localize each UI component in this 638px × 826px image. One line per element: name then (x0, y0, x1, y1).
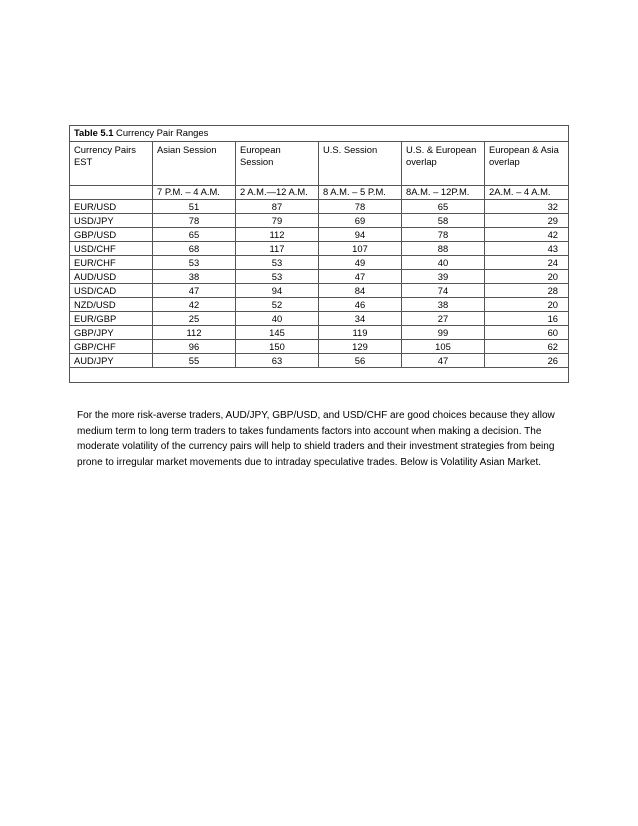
cell-pair: AUD/USD (70, 269, 153, 283)
cell-pair: AUD/JPY (70, 353, 153, 367)
cell-european-asia-overlap: 43 (485, 241, 569, 255)
cell-european-asia-overlap: 29 (485, 213, 569, 227)
table-row (70, 269, 569, 283)
cell-asian: 78 (153, 213, 236, 227)
table-row (70, 311, 569, 325)
table-row (70, 297, 569, 311)
header-currency-pairs: Currency Pairs EST (70, 141, 153, 185)
cell-european: 87 (236, 199, 319, 213)
cell-us-european-overlap: 105 (402, 339, 485, 353)
cell-european: 94 (236, 283, 319, 297)
cell-european: 150 (236, 339, 319, 353)
cell-us: 94 (319, 227, 402, 241)
cell-pair: EUR/USD (70, 199, 153, 213)
currency-pair-ranges-table-wrapper (69, 125, 568, 383)
cell-us: 129 (319, 339, 402, 353)
cell-us: 34 (319, 311, 402, 325)
table-row (70, 241, 569, 255)
cell-european-asia-overlap: 42 (485, 227, 569, 241)
cell-us: 107 (319, 241, 402, 255)
cell-us-european-overlap: 88 (402, 241, 485, 255)
cell-asian: 96 (153, 339, 236, 353)
cell-european: 112 (236, 227, 319, 241)
header-european-asia-overlap: European & Asia overlap (485, 141, 569, 185)
table-row (70, 227, 569, 241)
cell-us-european-overlap: 65 (402, 199, 485, 213)
cell-us-european-overlap: 74 (402, 283, 485, 297)
cell-asian: 68 (153, 241, 236, 255)
table-row (70, 325, 569, 339)
cell-pair: GBP/JPY (70, 325, 153, 339)
cell-asian: 55 (153, 353, 236, 367)
cell-us: 49 (319, 255, 402, 269)
header-asian-session: Asian Session (153, 141, 236, 185)
cell-pair: USD/CHF (70, 241, 153, 255)
cell-us-european-overlap: 38 (402, 297, 485, 311)
table-caption-label: Table 5.1 (74, 127, 114, 138)
cell-european-asia-overlap: 16 (485, 311, 569, 325)
table-row (70, 283, 569, 297)
cell-european: 53 (236, 255, 319, 269)
cell-us-european-overlap: 58 (402, 213, 485, 227)
cell-asian: 53 (153, 255, 236, 269)
time-european-session: 2 A.M.—12 A.M. (236, 185, 319, 199)
cell-asian: 65 (153, 227, 236, 241)
cell-us: 84 (319, 283, 402, 297)
cell-asian: 47 (153, 283, 236, 297)
cell-european: 53 (236, 269, 319, 283)
currency-pair-ranges-table (69, 125, 569, 383)
cell-asian: 25 (153, 311, 236, 325)
table-empty-row (70, 367, 569, 382)
cell-european: 63 (236, 353, 319, 367)
table-header-row (70, 141, 569, 185)
cell-asian: 42 (153, 297, 236, 311)
table-row (70, 339, 569, 353)
cell-us: 47 (319, 269, 402, 283)
cell-european-asia-overlap: 26 (485, 353, 569, 367)
table-row (70, 353, 569, 367)
body-paragraph: For the more risk-averse traders, AUD/JPY, GBP/USD, and USD/CHF are good choices because they allow medium term to long term traders to takes fundaments factors into account when making a decision. The moderate volatility of the currency pairs will help to shield traders and their investment strategies from being prone to irregular market movements due to intraday speculative trades. Below is Volatility Asian Market. (77, 410, 555, 468)
table-row (70, 199, 569, 213)
cell-pair: EUR/CHF (70, 255, 153, 269)
cell-pair: GBP/USD (70, 227, 153, 241)
time-asian-session: 7 P.M. – 4 A.M. (153, 185, 236, 199)
cell-us: 69 (319, 213, 402, 227)
time-us-european-overlap: 8A.M. – 12P.M. (402, 185, 485, 199)
cell-european-asia-overlap: 28 (485, 283, 569, 297)
cell-us-european-overlap: 99 (402, 325, 485, 339)
cell-us: 78 (319, 199, 402, 213)
cell-us-european-overlap: 27 (402, 311, 485, 325)
cell-pair: NZD/USD (70, 297, 153, 311)
header-us-session: U.S. Session (319, 141, 402, 185)
cell-us-european-overlap: 40 (402, 255, 485, 269)
cell-european-asia-overlap: 32 (485, 199, 569, 213)
cell-pair: EUR/GBP (70, 311, 153, 325)
empty-cell (70, 367, 569, 382)
cell-european-asia-overlap: 24 (485, 255, 569, 269)
cell-european: 40 (236, 311, 319, 325)
cell-european: 52 (236, 297, 319, 311)
time-cell-empty (70, 185, 153, 199)
cell-us: 119 (319, 325, 402, 339)
cell-european: 145 (236, 325, 319, 339)
cell-us: 46 (319, 297, 402, 311)
cell-us-european-overlap: 78 (402, 227, 485, 241)
cell-pair: USD/JPY (70, 213, 153, 227)
cell-asian: 51 (153, 199, 236, 213)
cell-european-asia-overlap: 60 (485, 325, 569, 339)
header-us-european-overlap: U.S. & European overlap (402, 141, 485, 185)
cell-asian: 112 (153, 325, 236, 339)
time-us-session: 8 A.M. – 5 P.M. (319, 185, 402, 199)
table-row (70, 213, 569, 227)
cell-european: 117 (236, 241, 319, 255)
table-time-row (70, 185, 569, 199)
cell-european-asia-overlap: 20 (485, 297, 569, 311)
table-caption (70, 126, 569, 142)
cell-pair: GBP/CHF (70, 339, 153, 353)
table-caption-title: Currency Pair Ranges (113, 127, 209, 138)
cell-european: 79 (236, 213, 319, 227)
time-european-asia-overlap: 2A.M. – 4 A.M. (485, 185, 569, 199)
table-caption-row (70, 126, 569, 142)
header-european-session: European Session (236, 141, 319, 185)
cell-european-asia-overlap: 20 (485, 269, 569, 283)
cell-asian: 38 (153, 269, 236, 283)
cell-us: 56 (319, 353, 402, 367)
table-row (70, 255, 569, 269)
cell-pair: USD/CAD (70, 283, 153, 297)
cell-us-european-overlap: 47 (402, 353, 485, 367)
cell-us-european-overlap: 39 (402, 269, 485, 283)
cell-european-asia-overlap: 62 (485, 339, 569, 353)
